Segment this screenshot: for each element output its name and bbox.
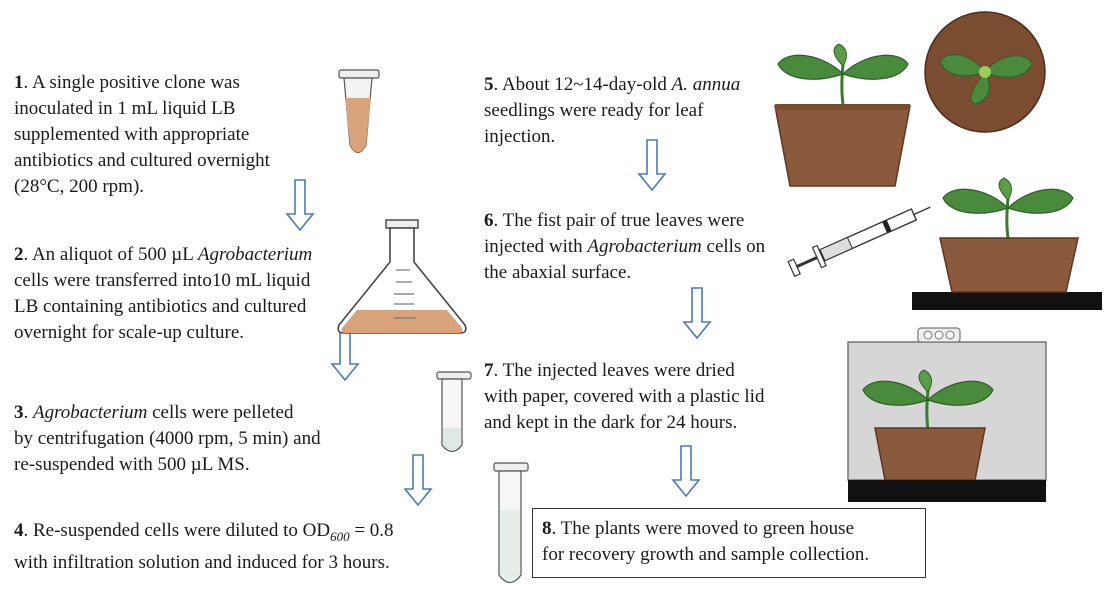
step-line: cells were transferred into10 mL liquid (14, 270, 311, 291)
step-line: overnight for scale-up culture. (14, 322, 245, 343)
arrow-step7-to-8 (673, 446, 699, 496)
od-subscript: 600 (330, 528, 350, 544)
step-line: supplemented with appropriate (14, 124, 250, 145)
syringe-icon (787, 197, 935, 279)
step-line: . A single positive clone was (23, 72, 240, 93)
step-number: 6 (484, 210, 494, 231)
step-line: by centrifugation (4000 rpm, 5 min) and (14, 428, 321, 449)
step-line-italic: Agrobacterium (33, 402, 148, 423)
covered-plant-box-icon (848, 328, 1046, 502)
step-line: and kept in the dark for 24 hours. (484, 412, 738, 433)
step-number: 5 (484, 74, 494, 95)
step-line-italic: Agrobacterium (587, 236, 702, 257)
arrow-step5-to-6 (639, 140, 665, 190)
step-line: . The injected leaves were dried (493, 360, 735, 381)
step-line: . The plants were moved to green house (551, 518, 855, 539)
arrow-step2-to-3 (332, 330, 358, 380)
centrifuge-tube-icon (437, 372, 471, 452)
step-line: inoculated in 1 mL liquid LB (14, 98, 236, 119)
step-line: . An aliquot of 500 µL (23, 244, 198, 265)
step-line: with paper, covered with a plastic lid (484, 386, 765, 407)
step-line: antibiotics and cultured overnight (14, 150, 270, 171)
injection-pot-icon (912, 178, 1102, 310)
step-line: seedlings were ready for leaf (484, 100, 704, 121)
step-line: the abaxial surface. (484, 262, 632, 283)
step-line: = 0.8 (349, 520, 394, 541)
step-line: for recovery growth and sample collection. (542, 544, 870, 565)
step-line: . About 12~14-day-old (493, 74, 672, 95)
step-line: cells on (701, 236, 766, 257)
step-line: (28°C, 200 rpm). (14, 176, 145, 197)
step-number: 2 (14, 244, 24, 265)
step-number: 8 (542, 518, 552, 539)
step-line: . The fist pair of true leaves were (493, 210, 745, 231)
step-number: 1 (14, 72, 24, 93)
step-line: re-suspended with 500 µL MS. (14, 454, 250, 475)
flask-icon (338, 220, 466, 333)
step-line: LB containing antibiotics and cultured (14, 296, 307, 317)
seedling-top-view-icon (925, 12, 1045, 132)
step-number: 7 (484, 360, 494, 381)
potted-seedling-icon (775, 44, 910, 186)
arrow-step3-to-4 (405, 455, 431, 505)
step-line: cells were pelleted (147, 402, 294, 423)
step-line: . (23, 402, 33, 423)
arrow-step6-to-7 (684, 288, 710, 338)
arrow-step1-to-2 (287, 180, 313, 230)
step-line: injected with (484, 236, 588, 257)
step-line: with infiltration solution and induced for 3 hours. (14, 551, 390, 573)
microtube-icon (339, 70, 379, 153)
step-line: injection. (484, 126, 556, 147)
step-line: . Re-suspended cells were diluted to OD (23, 520, 331, 541)
step-number: 3 (14, 402, 24, 423)
step-line-italic: Agrobacterium (197, 244, 313, 265)
long-tube-icon (494, 463, 528, 583)
step-number: 4 (14, 520, 24, 541)
step-line-italic: A. annua (671, 74, 741, 95)
